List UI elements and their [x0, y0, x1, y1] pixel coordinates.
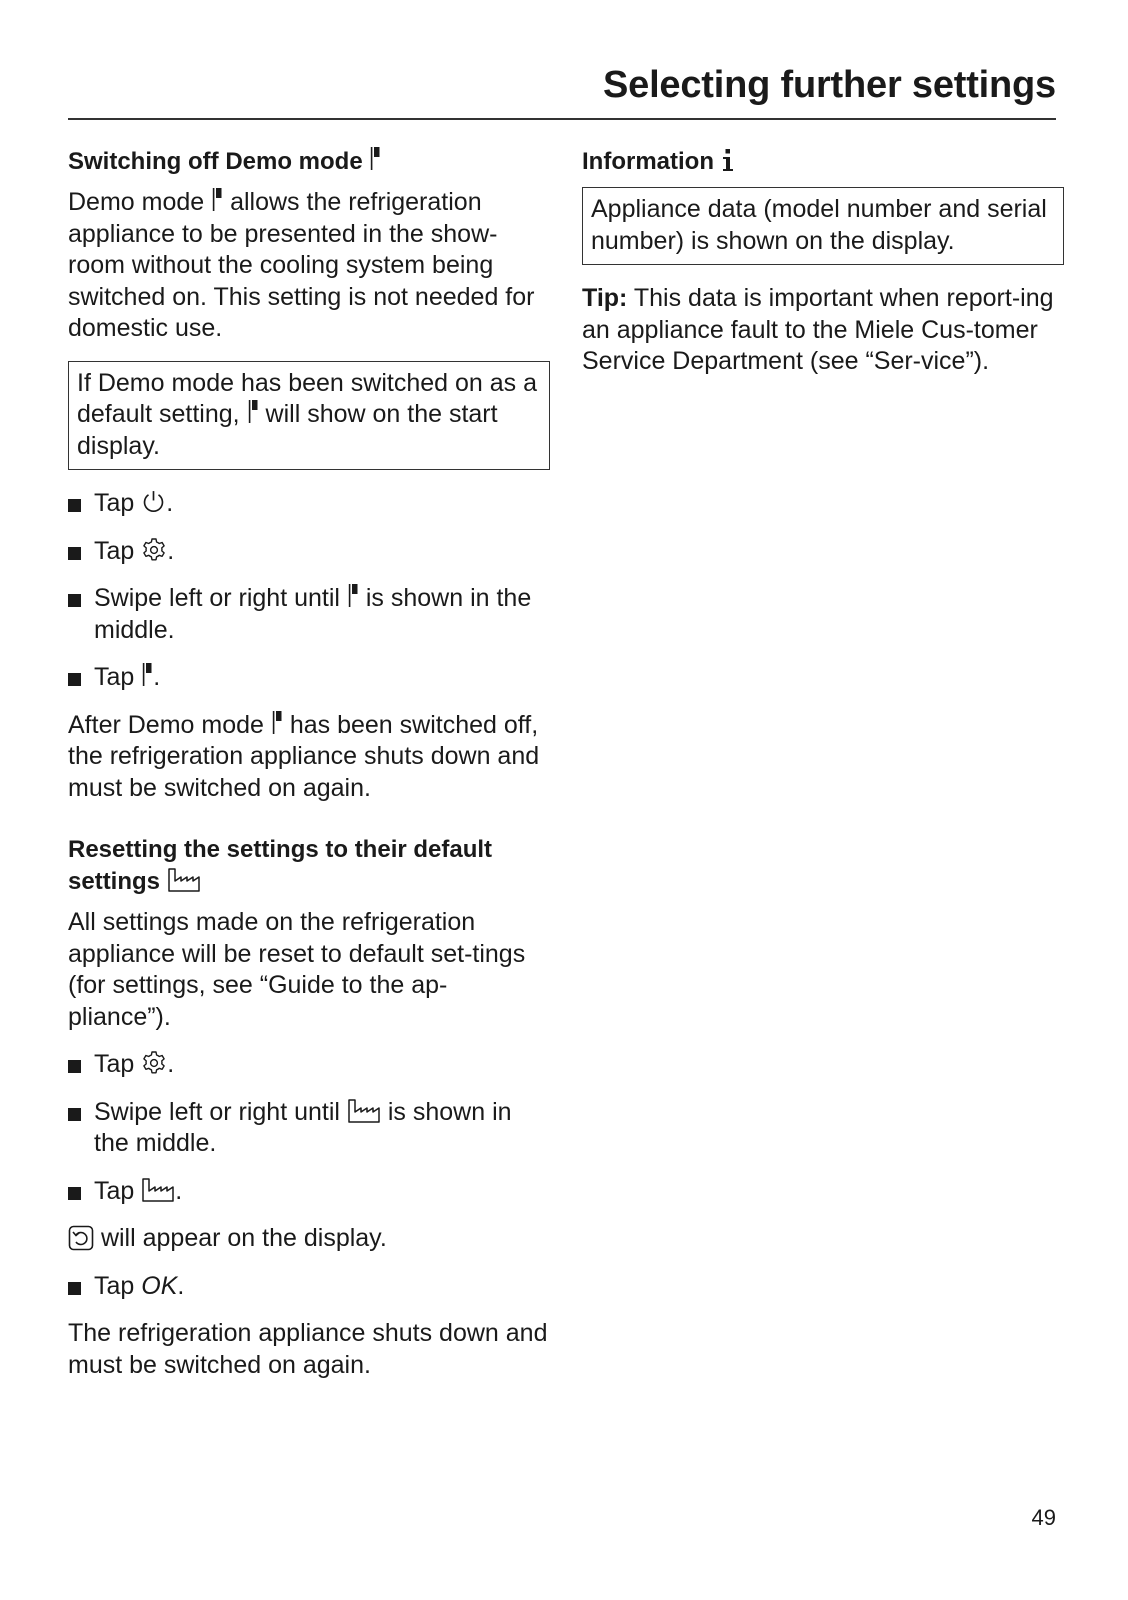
right-column [582, 140, 1064, 394]
reset-appear: will appear on the display. [68, 1223, 550, 1255]
demo-note: If Demo mode has been switched on as a default setting, will show on the start display. [77, 368, 537, 460]
reset-confirm-icon [68, 1225, 94, 1251]
bullet-square [68, 499, 81, 512]
bullet-square [68, 1187, 81, 1200]
settings-gear-icon [141, 537, 167, 563]
factory-default-icon [167, 867, 201, 893]
tip-paragraph: Tip: This data is important when report-ing an appliance fault to the Miele Cus-tomer Service Department (see “Ser-vice”). [582, 284, 1054, 375]
demo-mode-heading: Switching off Demo mode [68, 146, 550, 178]
ok-steps-list [68, 1271, 550, 1303]
demo-after: After Demo mode has been switched off, the refrigeration appliance shuts down and must be switched on again. [68, 710, 540, 802]
step-swipe-factory: Swipe left or right until is shown in the middle. [68, 1097, 550, 1160]
bullet-square [68, 673, 81, 686]
step-tap-settings: Tap . [68, 536, 550, 568]
step-tap-ok: Tap OK. [68, 1271, 550, 1303]
tip-label: Tip: [582, 284, 628, 312]
bullet-square [68, 547, 81, 560]
demo-mode-icon [348, 584, 358, 607]
step-swipe-demo: Swipe left or right until is shown in the middle. [68, 583, 550, 646]
information-heading: Information [582, 146, 1064, 178]
bullet-square [68, 1108, 81, 1121]
demo-mode-icon [248, 400, 258, 423]
step-tap-factory: Tap . [68, 1176, 550, 1208]
bullet-square [68, 1060, 81, 1073]
page-number: 49 [1031, 1505, 1056, 1530]
info-box [582, 187, 1064, 265]
ok-label: OK [141, 1271, 178, 1300]
left-column [68, 140, 550, 1397]
step-tap-settings: Tap . [68, 1049, 550, 1081]
header-rule [68, 118, 1056, 120]
reset-steps-list [68, 1049, 550, 1207]
factory-default-icon [347, 1098, 381, 1124]
bullet-square [68, 1282, 81, 1295]
demo-mode-icon [272, 711, 282, 734]
info-icon [721, 148, 735, 172]
page-title: Selecting further settings [603, 64, 1056, 106]
power-icon [141, 489, 166, 514]
demo-mode-icon [370, 147, 380, 170]
demo-intro: Demo mode allows the refrigeration appliance to be presented in the show-room without the cooling system being switched on. This setting is not needed for domestic use. [68, 188, 535, 342]
demo-mode-icon [212, 188, 222, 211]
settings-gear-icon [141, 1050, 167, 1076]
reset-final: The refrigeration appliance shuts down and must be switched on again. [68, 1319, 548, 1379]
reset-intro: All settings made on the refrigeration appliance will be reset to default set-tings (for settings, see “Guide to the ap-pliance”). [68, 908, 526, 1031]
bullet-square [68, 594, 81, 607]
step-tap-power: Tap . [68, 488, 550, 520]
info-box-text: Appliance data (model number and serial number) is shown on the display. [591, 195, 1047, 255]
demo-note-box [68, 361, 550, 471]
step-tap-demo: Tap . [68, 662, 550, 694]
reset-heading: Resetting the settings to their default settings [68, 836, 493, 895]
factory-default-icon [141, 1177, 175, 1203]
demo-steps-list [68, 488, 550, 694]
demo-mode-icon [142, 663, 152, 686]
